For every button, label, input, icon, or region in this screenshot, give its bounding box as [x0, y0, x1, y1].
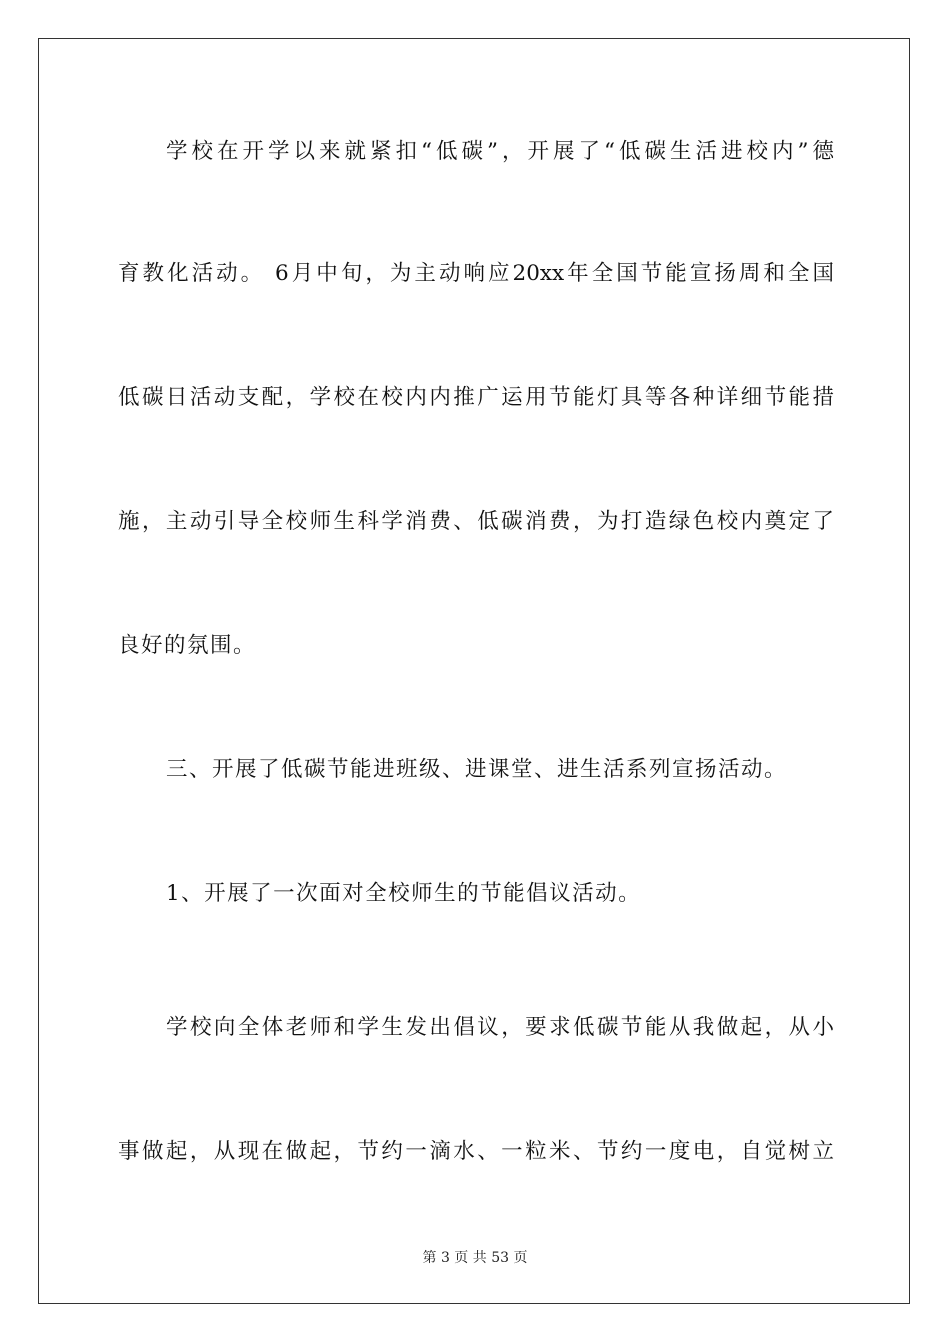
paragraph-line: 事做起，从现在做起，节约一滴水、一粒米、节约一度电，自觉树立	[118, 1139, 834, 1164]
paragraph-line: 学校在开学以来就紧扣“低碳”，开展了“低碳生活进校内”德	[166, 139, 834, 164]
paragraph-line: 施，主动引导全校师生科学消费、低碳消费，为打造绿色校内奠定了	[118, 509, 834, 534]
paragraph-line: 育教化活动。 6月中旬，为主动响应20xx年全国节能宣扬周和全国	[118, 261, 834, 286]
page-number-footer: 第 3 页 共 53 页	[422, 1250, 528, 1266]
paragraph-line: 良好的氛围。	[118, 633, 257, 658]
page-border	[38, 38, 910, 1304]
paragraph-line: 低碳日活动支配，学校在校内内推广运用节能灯具等各种详细节能措	[118, 385, 834, 410]
subsection-heading: 1、开展了一次面对全校师生的节能倡议活动。	[166, 881, 642, 906]
paragraph-line: 学校向全体老师和学生发出倡议，要求低碳节能从我做起，从小	[166, 1015, 834, 1040]
section-heading: 三、开展了低碳节能进班级、进课堂、进生活系列宣扬活动。	[166, 757, 788, 782]
